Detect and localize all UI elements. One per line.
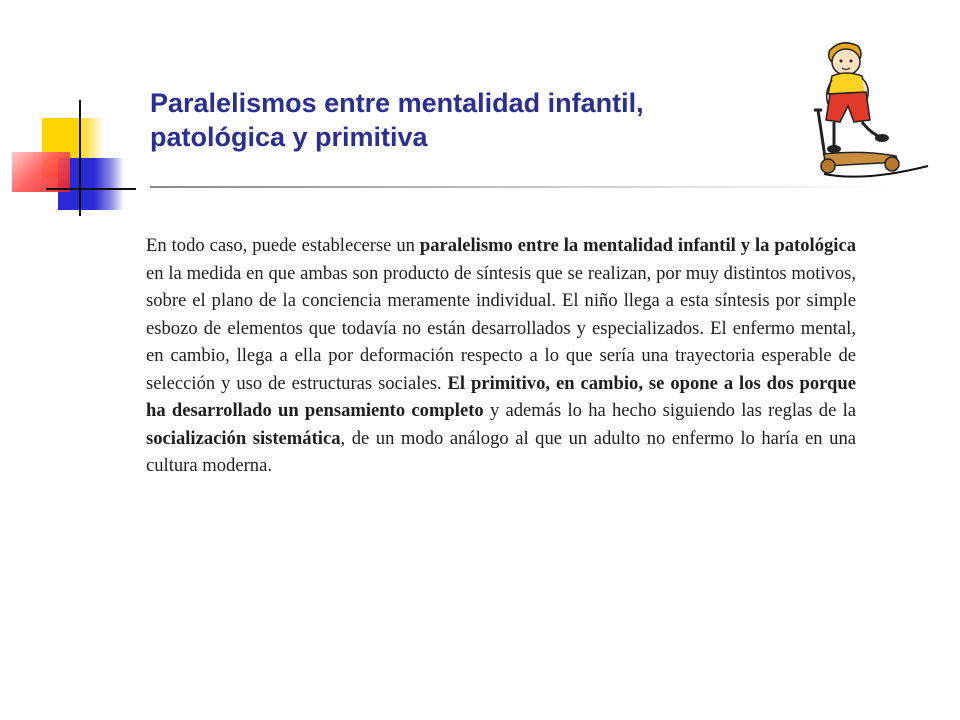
text-segment: En todo caso, puede establecerse un (146, 235, 420, 256)
bold-text-segment: paralelismo entre la mentalidad infantil y la patológica (419, 235, 856, 256)
title-line-2: patológica y primitiva (150, 122, 428, 152)
decor-horizontal-line (46, 188, 136, 190)
slide-title (150, 86, 800, 154)
child-on-scooter-icon (804, 36, 932, 186)
decor-red-square (12, 152, 70, 192)
decor-vertical-line (79, 100, 81, 216)
bold-text-segment: socialización sistemática (146, 427, 341, 449)
text-segment: , de un modo análogo al que un adulto no enfermo lo haría en una cultura moderna. (146, 427, 856, 476)
title-line-1: Paralelismos entre mentalidad infantil, (150, 88, 644, 118)
title-divider (150, 186, 890, 188)
text-segment: en la medida en que ambas son producto de síntesis que se realizan, por muy distintos motivos, sobre el plano de la conciencia meramente individual. El niño llega a esta síntesis por simple esbozo de elementos que todavía no están desarrollados y especializados. El enfermo mental, en cambio, llega a ella por deformación respecto a lo que sería una trayectoria esperable de selección y uso de estructuras sociales. (146, 262, 856, 394)
bold-text-segment: El primitivo, en cambio, se opone a los dos porque ha desarrollado un pensamiento completo (146, 372, 856, 421)
body-paragraph (146, 232, 856, 480)
text-segment: y además lo ha hecho siguiendo las reglas de la (483, 400, 856, 421)
